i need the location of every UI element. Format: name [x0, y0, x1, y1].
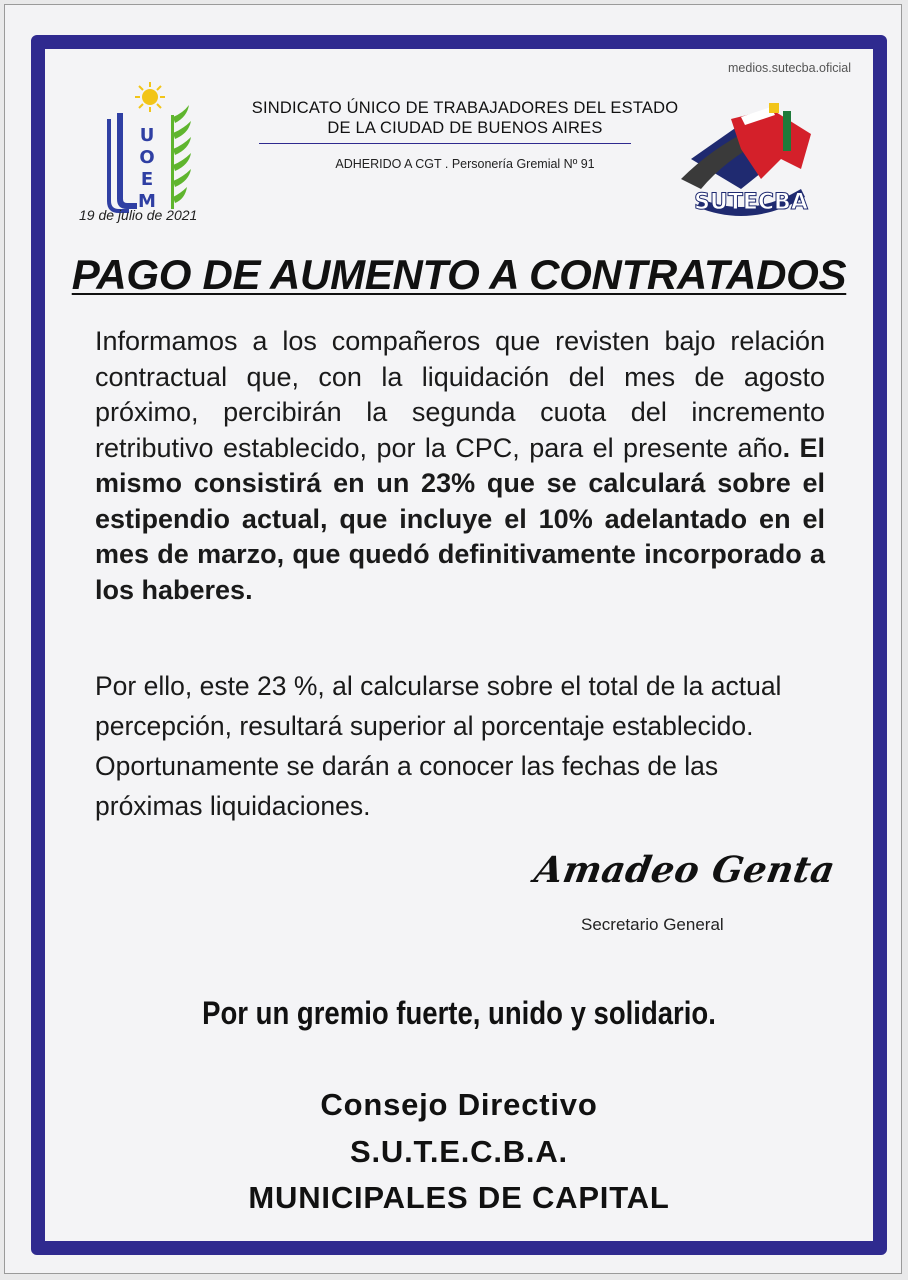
uoem-letter: E: [140, 169, 154, 190]
motto: Por un gremio fuerte, unido y solidario.: [202, 995, 716, 1031]
paragraph-1: [95, 324, 825, 608]
page: [4, 4, 902, 1274]
leaf-icon: [171, 105, 191, 209]
sutecba-logo-text: SUTECBA: [694, 190, 808, 215]
social-handle: medios.sutecba.oficial: [728, 61, 851, 75]
page-title: PAGO DE AUMENTO A CONTRATADOS: [71, 251, 847, 298]
paragraph-1-bold: . El mismo consistirá en un 23% que se calculará sobre el estipendio actual, que incluye el 10% adelantado en el mes de marzo, que quedó definitivamente incorporado a los haberes.: [95, 432, 825, 605]
uoem-letter: M: [138, 191, 156, 212]
closing-line-1: Consejo Directivo: [320, 1087, 598, 1122]
uoem-logo: [97, 79, 203, 213]
paragraph-1-regular: Informamos a los compañeros que revisten bajo relación contractual que, con la liquidación del mes de agosto próximo, percibirán la segunda cuota del incremento retributivo establecido, por la CPC, para el presente año: [95, 326, 825, 463]
sutecba-logo: [671, 89, 831, 229]
affiliation-text: ADHERIDO A CGT . Personería Gremial Nº 91: [335, 157, 595, 171]
blue-frame: [31, 35, 887, 1255]
paragraph-2: Por ello, este 23 %, al calcularse sobre el total de la actual percepción, resultará superior al porcentaje establecido. Oportunamente se darán a conocer las fechas de las próximas liquidaciones.: [95, 671, 782, 821]
sun-icon: [135, 82, 165, 112]
signer-role: Secretario General: [581, 915, 724, 934]
header-divider: [259, 143, 631, 144]
uoem-letter: O: [139, 147, 155, 168]
signature: Amadeo Genta: [531, 849, 839, 891]
document-date: 19 de julio de 2021: [79, 207, 198, 223]
uoem-letter: U: [139, 125, 155, 146]
closing-line-2: S.U.T.E.C.B.A.: [350, 1134, 568, 1169]
org-name-line1: SINDICATO ÚNICO DE TRABAJADORES DEL ESTADO: [251, 99, 679, 117]
closing-line-3: MUNICIPALES DE CAPITAL: [248, 1180, 670, 1215]
org-name-line2: DE LA CIUDAD DE BUENOS AIRES: [327, 119, 603, 137]
